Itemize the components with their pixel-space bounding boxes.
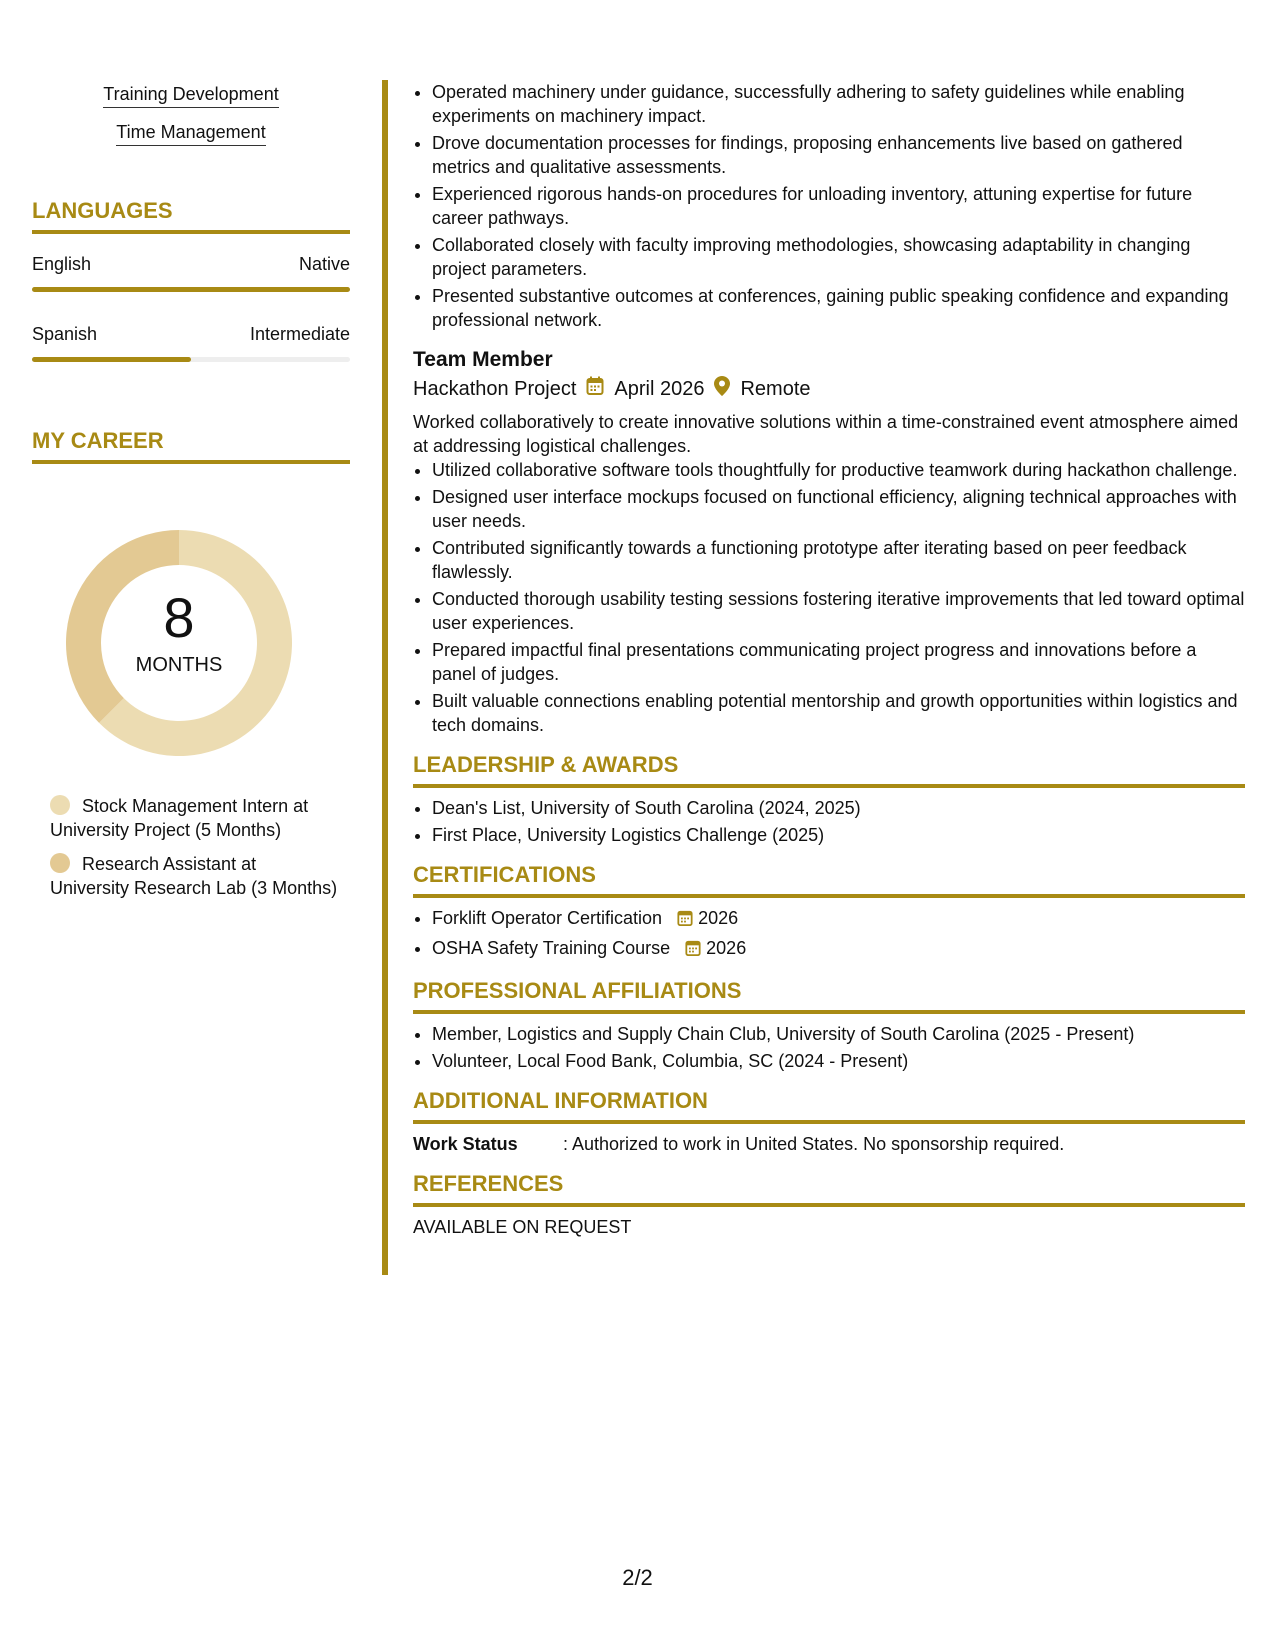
cert-year: 2026 <box>698 908 739 928</box>
list-item <box>432 936 1245 963</box>
list-item: • Contributed significantly towards a functioning prototype after iterating based on peer feedback flawlessly. <box>432 536 1245 584</box>
cert-name: Forklift Operator Certification <box>432 908 663 928</box>
cert-name: OSHA Safety Training Course <box>432 938 671 958</box>
job-title: Team Member <box>413 348 553 371</box>
affiliations-heading: PROFESSIONAL AFFILIATIONS <box>413 977 1245 1014</box>
references-heading: REFERENCES <box>413 1170 1245 1207</box>
list-item: • Prepared impactful final presentations communicating project progress and innovations before a panel of judges. <box>432 638 1245 686</box>
list-item: • Built valuable connections enabling potential mentorship and growth opportunities within logistics and tech domains. <box>432 689 1245 737</box>
map-pin-icon <box>714 376 730 402</box>
column-divider <box>382 80 388 1275</box>
work-status-row <box>413 1132 1245 1156</box>
language-item <box>32 254 350 292</box>
list-item: • Presented substantive outcomes at conferences, gaining public speaking confidence and expanding professional network. <box>432 284 1245 332</box>
leadership-heading: LEADERSHIP & AWARDS <box>413 751 1245 788</box>
skill-item: Time Management <box>116 122 265 146</box>
affiliations-list <box>413 1022 1245 1073</box>
language-item <box>32 324 350 362</box>
list-item: • Operated machinery under guidance, successfully adhering to safety guidelines while enabling experiments on machinery impact. <box>432 80 1245 128</box>
career-heading: MY CAREER <box>32 428 350 464</box>
work-status-value: : Authorized to work in United States. No sponsorship required. <box>563 1134 1065 1154</box>
cert-year: 2026 <box>706 938 747 958</box>
list-item: • Volunteer, Local Food Bank, Columbia, SC (2024 - Present) <box>432 1049 1245 1073</box>
language-level: Native <box>298 254 350 274</box>
list-item <box>432 906 1245 933</box>
left-column <box>32 84 350 898</box>
calendar-icon <box>685 939 701 963</box>
language-bar <box>32 287 350 292</box>
legend-dot <box>50 853 70 873</box>
list-item: • Designed user interface mockups focused on functional efficiency, aligning technical approaches with user needs. <box>432 485 1245 533</box>
job-date: April 2026 <box>614 378 705 400</box>
job-meta <box>413 376 1245 402</box>
certifications-list <box>413 906 1245 963</box>
languages-heading: LANGUAGES <box>32 198 350 234</box>
page-number: 2/2 <box>622 1565 653 1590</box>
legend-label: Stock Management Intern at University Project (5 Months) <box>50 796 309 840</box>
calendar-icon <box>677 909 693 933</box>
calendar-icon <box>586 376 604 402</box>
list-item: • First Place, University Logistics Challenge (2025) <box>432 823 1245 847</box>
legend-dot <box>50 795 70 815</box>
career-donut-chart <box>66 530 292 756</box>
list-item: • Dean's List, University of South Carolina (2024, 2025) <box>432 796 1245 820</box>
language-bar-fill <box>32 287 350 292</box>
career-legend-item <box>50 852 340 900</box>
list-item: • Member, Logistics and Supply Chain Club, University of South Carolina (2025 - Present) <box>432 1022 1245 1046</box>
job-summary: Worked collaboratively to create innovative solutions within a time-constrained event atmosphere aimed at addressing logistical challenges. <box>413 412 1239 456</box>
career-legend-item <box>50 794 340 842</box>
career-total-unit: MONTHS <box>135 654 223 676</box>
skill-item: Training Development <box>103 84 278 108</box>
language-level: Intermediate <box>249 324 350 344</box>
language-name: English <box>32 254 92 274</box>
list-item: • Conducted thorough usability testing sessions fostering iterative improvements that led toward optimal user experiences. <box>432 587 1245 635</box>
additional-info-heading: ADDITIONAL INFORMATION <box>413 1087 1245 1124</box>
experience-bullets <box>413 80 1245 332</box>
leadership-list <box>413 796 1245 847</box>
certifications-heading: CERTIFICATIONS <box>413 861 1245 898</box>
list-item: • Collaborated closely with faculty improving methodologies, showcasing adaptability in changing project parameters. <box>432 233 1245 281</box>
job-location: Remote <box>740 378 811 400</box>
list-item: • Utilized collaborative software tools thoughtfully for productive teamwork during hackathon challenge. <box>432 458 1245 482</box>
work-status-label: Work Status <box>413 1134 518 1154</box>
list-item: • Experienced rigorous hands-on procedures for unloading inventory, attuning expertise for future career pathways. <box>432 182 1245 230</box>
list-item: • Drove documentation processes for findings, proposing enhancements live based on gathered metrics and qualitative assessments. <box>432 131 1245 179</box>
language-name: Spanish <box>32 324 98 344</box>
references-text: AVAILABLE ON REQUEST <box>413 1217 632 1237</box>
job-org: Hackathon Project <box>413 378 577 400</box>
legend-label: Research Assistant at University Research Lab (3 Months) <box>50 854 338 898</box>
career-total-value: 8 <box>163 586 195 649</box>
right-column <box>413 80 1245 1239</box>
job-bullets <box>413 458 1245 737</box>
